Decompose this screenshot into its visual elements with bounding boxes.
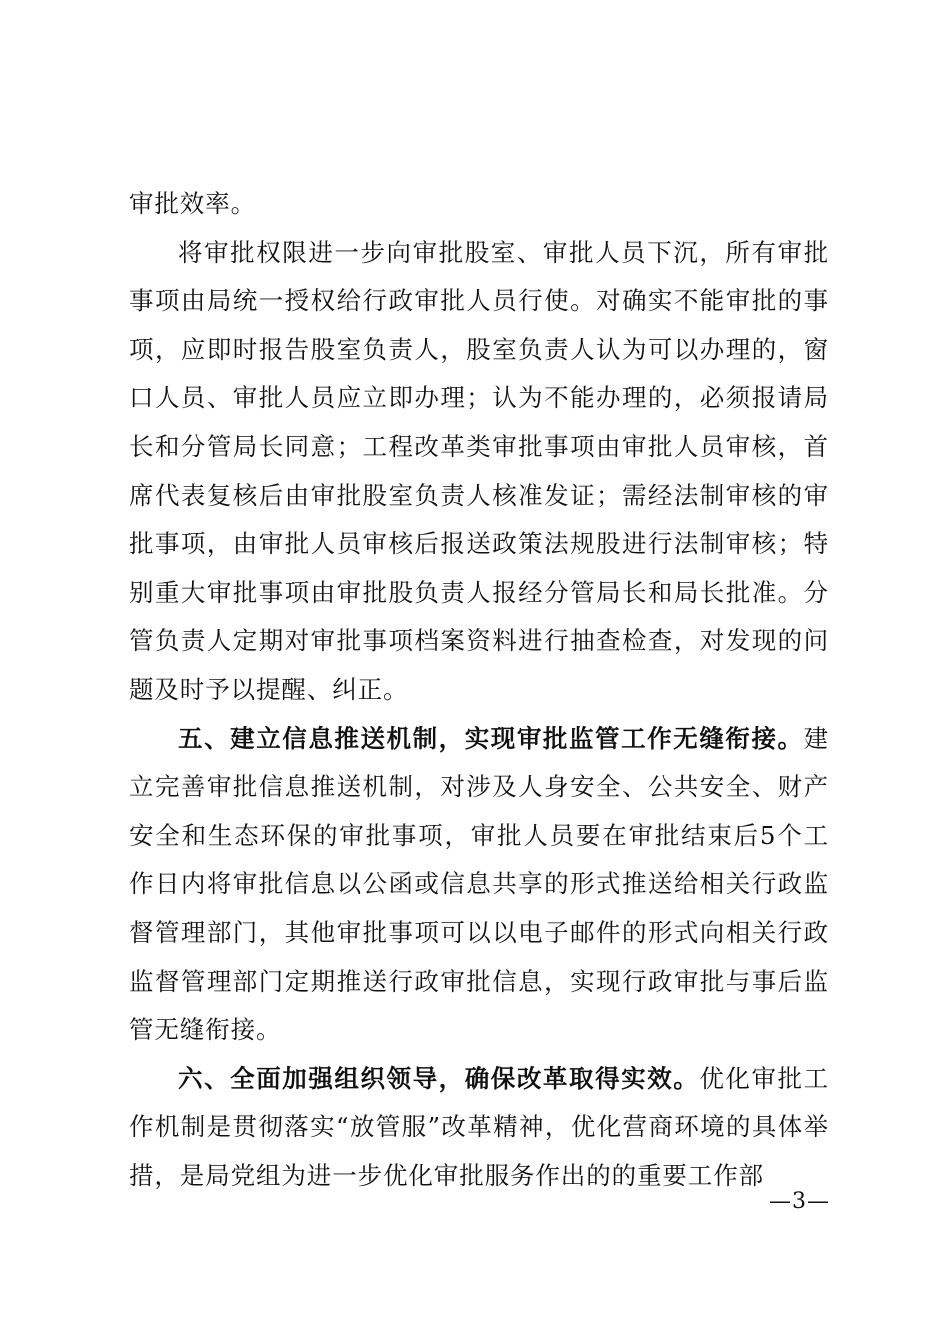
section-heading-five: 五、建立信息推送机制，实现审批监管工作无缝衔接。 — [178, 723, 804, 753]
paragraph-approval-authority — [129, 229, 829, 715]
paragraph-leadership — [129, 1055, 829, 1201]
paragraph-continuation — [129, 180, 829, 229]
paragraph-info-push — [129, 715, 829, 1055]
section-heading-six: 六、全面加强组织领导，确保改革取得实效。 — [178, 1063, 700, 1093]
document-body — [129, 180, 829, 1200]
paragraph-text: 审批效率。 — [129, 189, 256, 218]
paragraph-text: 将审批权限进一步向审批股室、审批人员下沉，所有审批事项由局统一授权给行政审批人员行使。对确实不能审批的事项，应即时报告股室负责人，股室负责人认为可以办理的，窗口人员、审批人员应立即办理；认为不能办理的，必须报请局长和分管局长同意；工程改革类审批事项由审批人员审核，首席代表复核后由审批股室负责人核准发证；需经法制审核的审批事项，由审批人员审核后报送政策法规股进行法制审核；特别重大审批事项由审批股负责人报经分管局长和局长批准。分管负责人定期对审批事项档案资料进行抽查检查，对发现的问题及时予以提醒、纠正。 — [129, 237, 829, 704]
paragraph-text: 建立完善审批信息推送机制，对涉及人身安全、公共安全、财产安全和生态环保的审批事项，审批人员要在审批结束后5个工作日内将审批信息以公函或信息共享的形式推送给相关行政监督管理部门，其他审批事项可以以电子邮件的形式向相关行政监督管理部门定期推送行政审批信息，实现行政审批与事后监管无缝衔接。 — [129, 723, 829, 1045]
page-number: —3— — [769, 1189, 830, 1214]
paragraph-text: 优化审批工作机制是贯彻落实“放管服”改革精神，优化营商环境的具体举措，是局党组为进一步优化审批服务作出的的重要工作部 — [129, 1063, 830, 1190]
